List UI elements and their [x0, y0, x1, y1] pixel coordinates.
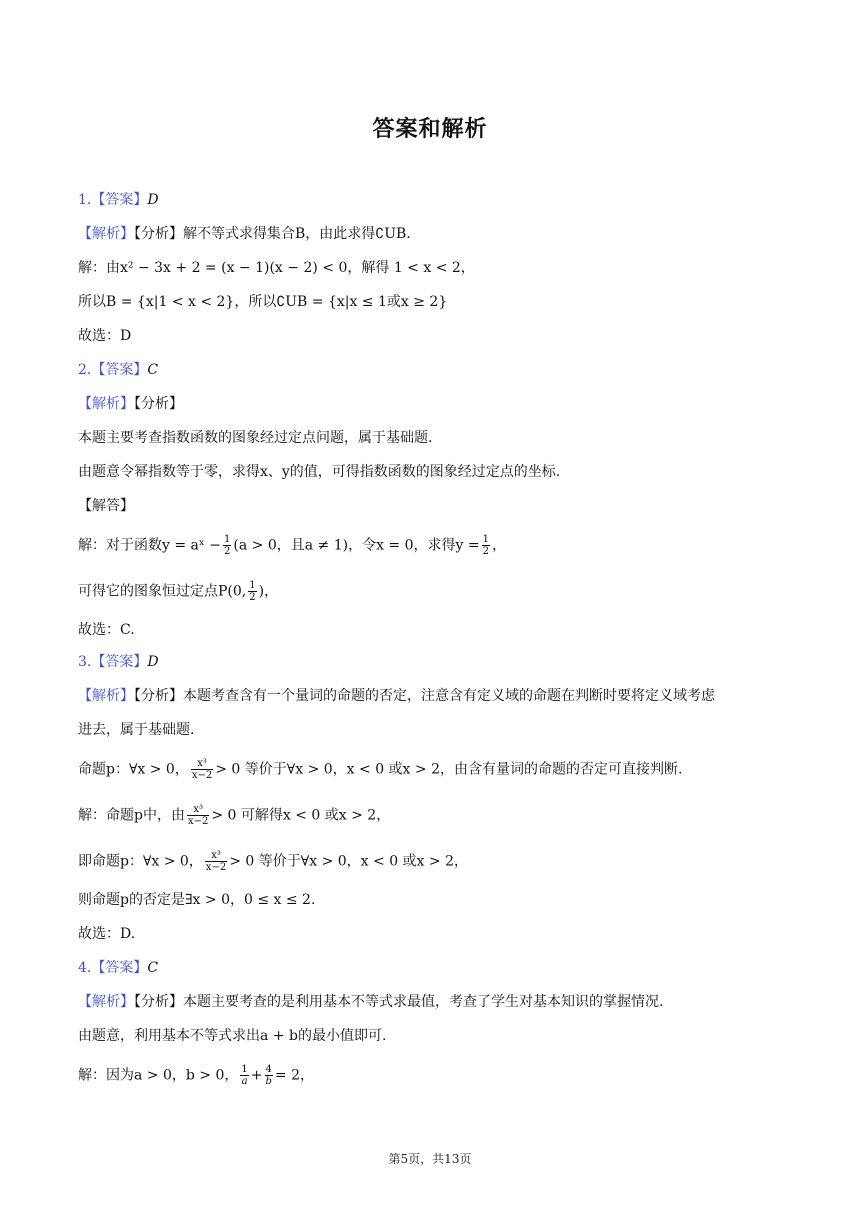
- q2-fraction-point: [248, 580, 256, 603]
- q2-fraction-half: [223, 534, 231, 557]
- q4-f1-den: a: [241, 1076, 248, 1087]
- q3-answer-head: 3.【答案】: [78, 654, 148, 670]
- q2-answer-line: [78, 360, 790, 380]
- q2-s1d: ，: [491, 537, 506, 554]
- q2-f1-den: 2: [224, 546, 231, 557]
- q2-paragraph-2: 由题意令幂指数等于零，求得x、y的值，可得指数函数的图象经过定点的坐标.: [78, 464, 561, 480]
- q2-s1a: 解：对于函数y = aˣ −: [78, 537, 222, 554]
- page-title: 答案和解析: [372, 117, 488, 142]
- q2-s1b: (a > 0，且a ≠ 1)，令x = 0，求得y =: [233, 537, 480, 554]
- q4-analysis-tag: 【解析】: [78, 994, 134, 1010]
- q4-f2-num: 4: [265, 1064, 272, 1075]
- q3-analysis-line: [78, 686, 790, 706]
- q3-line-2: [78, 804, 790, 827]
- q2-f3-num: 1: [249, 580, 256, 591]
- q3-l3b: > 0 等价于∀x > 0，x < 0 或x > 2，: [229, 853, 468, 870]
- q2-f3-den: 2: [249, 592, 256, 603]
- q2-answer-head: 2.【答案】: [78, 362, 148, 378]
- q3-analysis-cont: 进去，属于基础题.: [78, 722, 195, 738]
- q3-f2-den: x−2: [187, 816, 209, 827]
- q3-f3-num: x³: [205, 850, 227, 862]
- q2-f1-num: 1: [224, 534, 231, 545]
- q1-solution-1: 解：由x² − 3x + 2 = (x − 1)(x − 2) < 0，解得 1 < x < 2，: [78, 260, 475, 276]
- q2-choice: 故选：C.: [78, 622, 135, 638]
- q4-answer-head: 4.【答案】: [78, 960, 148, 976]
- q3-fraction-2: [187, 804, 209, 827]
- q2-analysis-tag: 【解析】: [78, 396, 134, 412]
- q4-answer-line: [78, 958, 790, 978]
- q4-f2-den: b: [265, 1076, 272, 1087]
- q2-paragraph-1: 本题主要考查指数函数的图象经过定点问题，属于基础题.: [78, 430, 433, 446]
- q4-analysis-text: 【分析】本题主要考查的是利用基本不等式求最值，考查了学生对基本知识的掌握情况.: [134, 994, 664, 1010]
- q2-fraction-half-2: [482, 534, 490, 557]
- q4-analysis-line: [78, 992, 790, 1012]
- q3-l3a: 即命题p：∀x > 0，: [78, 853, 203, 870]
- q3-answer: D: [147, 654, 159, 670]
- q3-answer-line: [78, 652, 790, 672]
- q3-f1-den: x−2: [191, 770, 213, 781]
- q1-analysis-line: [78, 224, 790, 244]
- q4-paragraph-1: 由题意，利用基本不等式求出a + b的最小值即可.: [78, 1028, 387, 1044]
- q1-analysis-text: 【分析】解不等式求得集合B，由此求得∁UB.: [134, 226, 411, 242]
- q1-analysis-tag: 【解析】: [78, 226, 134, 242]
- q3-line-4: 则命题p的否定是∃x > 0，0 ≤ x ≤ 2.: [78, 892, 316, 908]
- q3-f2-num: x³: [187, 804, 209, 816]
- q2-analysis-text: 【分析】: [134, 396, 183, 412]
- q1-answer: D: [147, 192, 159, 208]
- q3-f3-den: x−2: [205, 862, 227, 873]
- q2-f2-num: 1: [482, 534, 489, 545]
- q4-f1-num: 1: [241, 1064, 248, 1075]
- q3-choice: 故选：D.: [78, 926, 136, 942]
- q4-fraction-2: [265, 1064, 273, 1087]
- q2-solution-1: [78, 534, 790, 557]
- q3-f1-num: x³: [191, 758, 213, 770]
- q4-solution-1: [78, 1064, 790, 1087]
- q3-l1b: > 0 等价于∀x > 0，x < 0 或x > 2，由含有量词的命题的否定可直接判断.: [215, 761, 683, 778]
- q2-answer: C: [147, 362, 159, 378]
- q3-fraction-3: [205, 850, 227, 873]
- q1-choice: 故选：D: [78, 328, 132, 344]
- q2-s2a: 可得它的图象恒过定点P(0,: [78, 583, 247, 600]
- q4-s1a: 解：因为a > 0，b > 0，: [78, 1067, 239, 1084]
- q2-solution-2: [78, 580, 790, 603]
- q4-plus: +: [250, 1067, 263, 1084]
- q3-l1a: 命题p：∀x > 0，: [78, 761, 189, 778]
- q2-f2-den: 2: [482, 546, 489, 557]
- q3-analysis-tag: 【解析】: [78, 688, 134, 704]
- q1-answer-line: [78, 190, 790, 210]
- q2-solve-tag: 【解答】: [78, 498, 134, 514]
- q4-answer: C: [147, 960, 159, 976]
- q4-s1b: = 2，: [274, 1067, 314, 1084]
- q3-line-3: [78, 850, 790, 873]
- q3-l2a: 解：命题p中，由: [78, 807, 185, 824]
- q2-analysis-line: [78, 394, 790, 414]
- q4-fraction-1: [240, 1064, 248, 1087]
- q3-fraction-1: [191, 758, 213, 781]
- q2-s2b: )，: [258, 583, 279, 600]
- q1-solution-2: 所以B = {x|1 < x < 2}，所以∁UB = {x|x ≤ 1或x ≥ 2}: [78, 294, 448, 310]
- page-footer: 第5页，共13页: [388, 1152, 472, 1166]
- q3-analysis-text: 【分析】本题考查含有一个量词的命题的否定，注意含有定义域的命题在判断时要将定义域考虑: [134, 688, 715, 704]
- q1-answer-head: 1.【答案】: [78, 192, 148, 208]
- q3-l2b: > 0 可解得x < 0 或x > 2，: [211, 807, 391, 824]
- q3-line-1: [78, 758, 790, 781]
